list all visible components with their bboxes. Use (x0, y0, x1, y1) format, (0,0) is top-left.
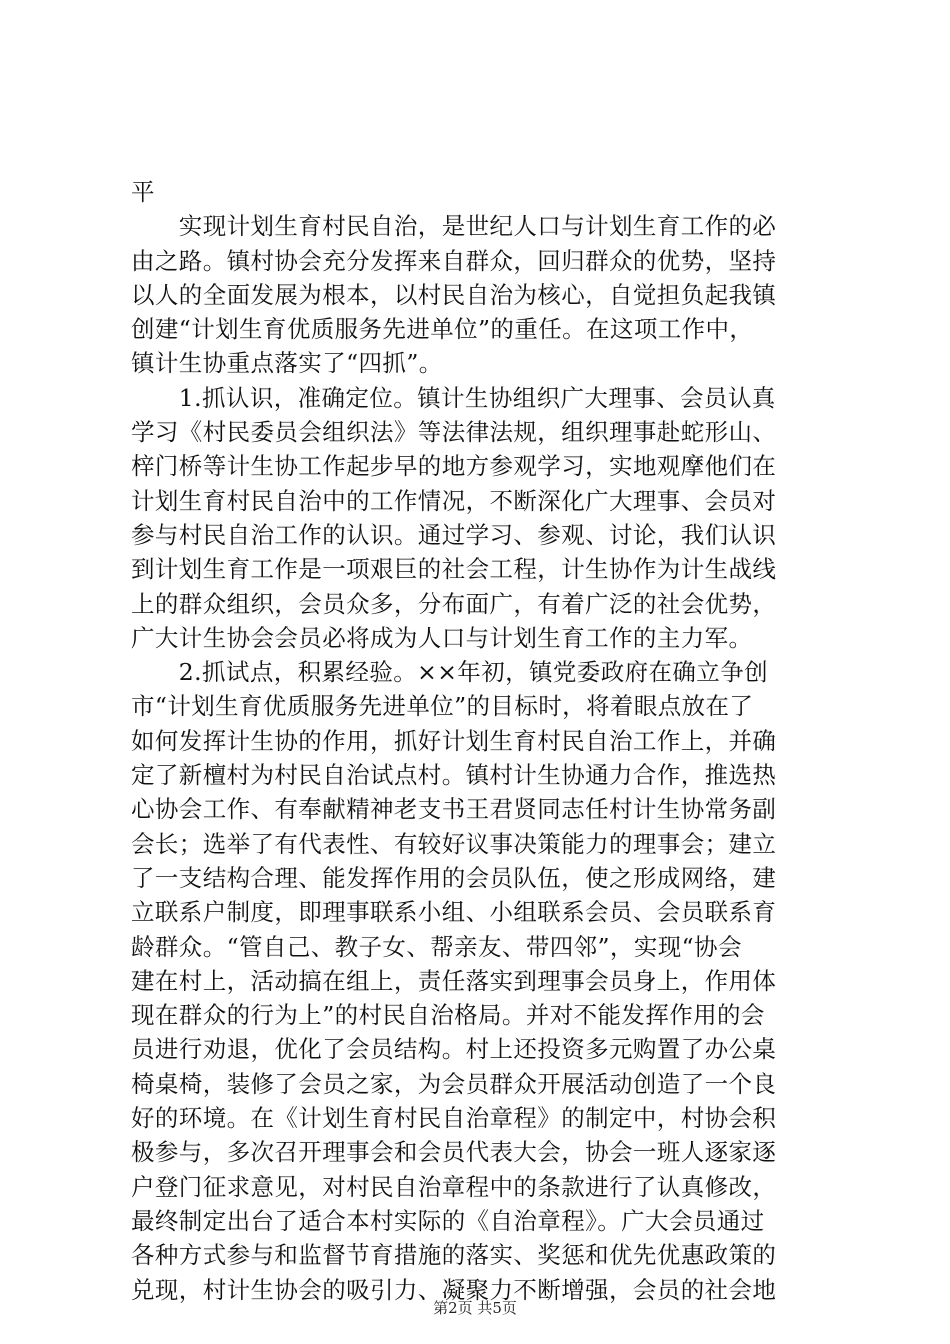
text-line: 以人的全面发展为根本，以村民自治为核心，自觉担负起我镇 (131, 280, 777, 309)
text-line: 平 (131, 178, 155, 206)
text-line: 梓门桥等计生协工作起步早的地方参观学习，实地观摩他们在 (131, 452, 777, 481)
text-line: 兑现，村计生协会的吸引力、凝聚力不断增强，会员的社会地 (131, 1275, 777, 1304)
text-line: 1.抓认识，准确定位。镇计生协组织广大理事、会员认真 (131, 383, 776, 412)
text-line: 计划生育村民自治中的工作情况，不断深化广大理事、会员对 (131, 486, 777, 515)
text-line: 心协会工作、有奉献精神老支书王君贤同志任村计生协常务副 (131, 795, 777, 824)
text-line: 由之路。镇村协会充分发挥来自群众，回归群众的优势，坚持 (131, 246, 777, 275)
text-line: 现在群众的行为上”的村民自治格局。并对不能发挥作用的会 (131, 1001, 765, 1030)
text-line: 立联系户制度，即理事联系小组、小组联系会员、会员联系育 (131, 898, 777, 927)
text-line: 参与村民自治工作的认识。通过学习、参观、讨论，我们认识 (131, 520, 777, 549)
text-line: 龄群众。“管自己、教子女、帮亲友、带四邻”，实现“协会 (131, 932, 742, 961)
text-line: 了一支结构合理、能发挥作用的会员队伍，使之形成网络，建 (131, 863, 777, 892)
text-line: 上的群众组织，会员众多，分布面广，有着广泛的社会优势， (131, 589, 777, 618)
text-line: 到计划生育工作是一项艰巨的社会工程，计生协作为计生战线 (131, 555, 777, 584)
text-line: 广大计生协会会员必将成为人口与计划生育工作的主力军。 (131, 623, 753, 652)
text-line: 市“计划生育优质服务先进单位”的目标时，将着眼点放在了 (131, 692, 754, 721)
text-line: 极参与，多次召开理事会和会员代表大会，协会一班人逐家逐 (131, 1138, 777, 1167)
text-line: 创建“计划生育优质服务先进单位”的重任。在这项工作中， (131, 315, 754, 344)
text-line: 实现计划生育村民自治，是世纪人口与计划生育工作的必 (131, 212, 777, 241)
text-line: 定了新檀村为村民自治试点村。镇村计生协通力合作，推选热 (131, 761, 777, 790)
text-line: 椅桌椅，装修了会员之家，为会员群众开展活动创造了一个良 (131, 1069, 777, 1098)
text-line: 学习《村民委员会组织法》等法律法规，组织理事赴蛇形山、 (131, 418, 777, 447)
document-body (131, 175, 831, 1307)
page-footer: 第2页 共5页 (433, 1299, 517, 1317)
text-line: 2.抓试点，积累经验。××年初，镇党委政府在确立争创 (131, 658, 769, 687)
text-line: 各种方式参与和监督节育措施的落实、奖惩和优先优惠政策的 (131, 1241, 777, 1270)
text-line: 如何发挥计生协的作用，抓好计划生育村民自治工作上，并确 (131, 726, 777, 755)
text-line: 员进行劝退，优化了会员结构。村上还投资多元购置了办公桌 (131, 1035, 777, 1064)
text-line: 建在村上，活动搞在组上，责任落实到理事会员身上，作用体 (131, 966, 777, 995)
text-line: 户登门征求意见，对村民自治章程中的条款进行了认真修改， (131, 1172, 777, 1201)
text-line: 好的环境。在《计划生育村民自治章程》的制定中，村协会积 (131, 1104, 777, 1133)
text-line: 会长；选举了有代表性、有较好议事决策能力的理事会；建立 (131, 829, 777, 858)
text-line: 最终制定出台了适合本村实际的《自治章程》。广大会员通过 (131, 1206, 765, 1235)
text-line: 镇计生协重点落实了“四抓”。 (131, 349, 443, 378)
